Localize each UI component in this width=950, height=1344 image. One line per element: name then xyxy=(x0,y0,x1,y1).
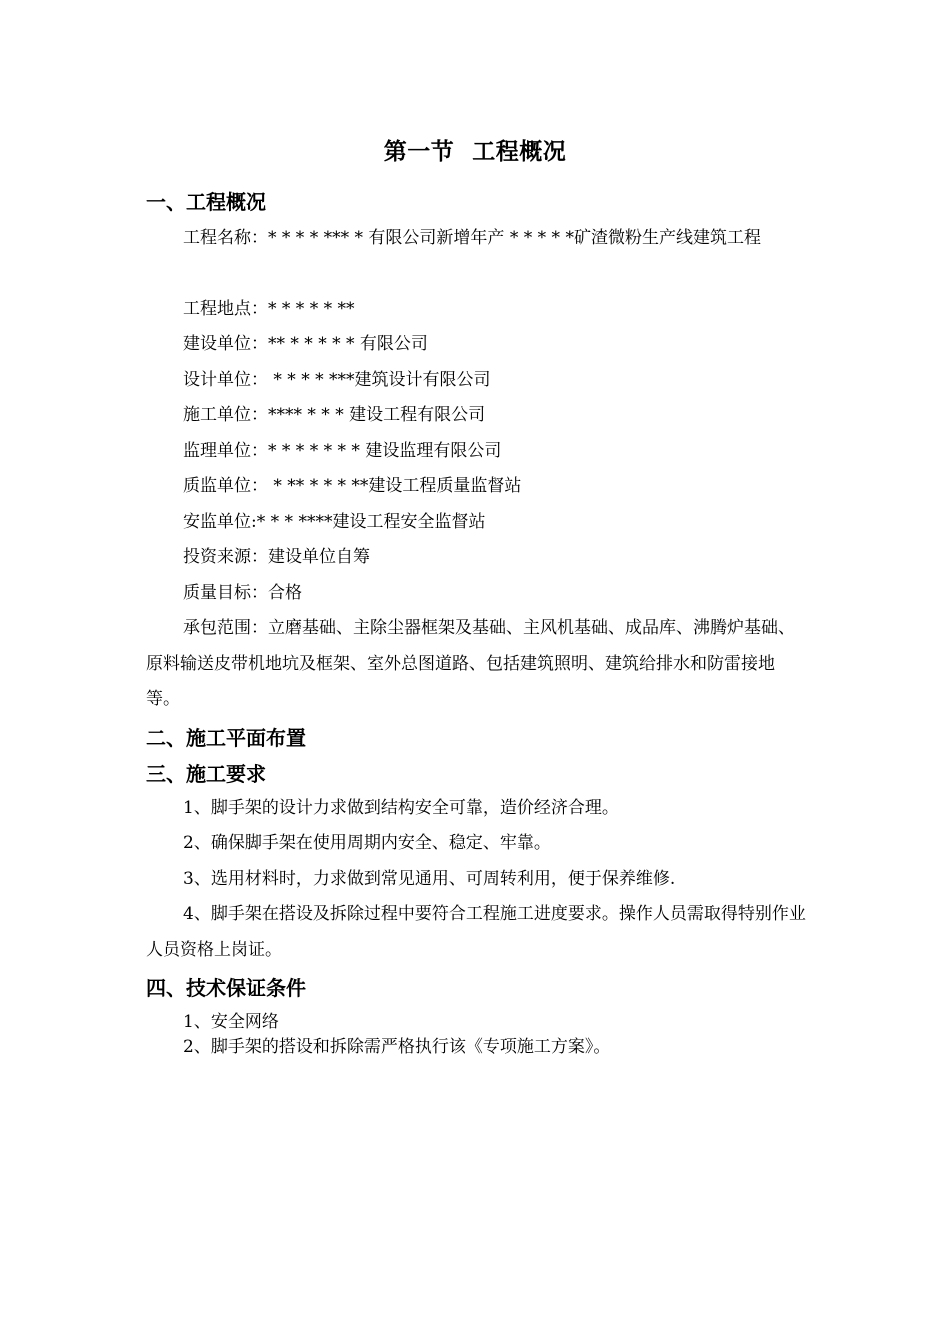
paragraph-designer: 设计单位： * * * * ***建筑设计有限公司 xyxy=(183,370,491,390)
paragraph-contractor: 施工单位：**** * * * 建设工程有限公司 xyxy=(183,405,486,425)
paragraph-funding: 投资来源：建设单位自筹 xyxy=(183,547,370,567)
requirement-item-4: 4、脚手架在搭设及拆除过程中要符合工程施工进度要求。操作人员需取得特别作业人员资格上岗证。 xyxy=(146,904,806,960)
heading-construction-requirements: 三、施工要求 xyxy=(146,762,266,786)
title-section-name: 工程概况 xyxy=(472,139,567,165)
title-section-number: 第一节 xyxy=(383,139,455,165)
paragraph-safety-station: 安监单位:* * * ****建设工程安全监督站 xyxy=(183,512,486,532)
requirement-item-1: 1、脚手架的设计力求做到结构安全可靠，造价经济合理。 xyxy=(183,798,619,818)
requirement-item-2: 2、确保脚手架在使用周期内安全、稳定、牢靠。 xyxy=(183,833,551,853)
page-title xyxy=(0,133,950,166)
paragraph-project-name: 工程名称：* * * * *** * 有限公司新增年产 * * * * *矿渣微粉生产线建筑工程 xyxy=(183,228,761,248)
technical-item-2: 2、脚手架的搭设和拆除需严格执行该《专项施工方案》。 xyxy=(183,1037,611,1057)
paragraph-quality-station: 质监单位： * ** * * * **建设工程质量监督站 xyxy=(183,476,522,496)
heading-project-overview: 一、工程概况 xyxy=(146,190,266,214)
paragraph-project-site: 工程地点：* * * * * ** xyxy=(183,299,355,319)
paragraph-quality-goal: 质量目标：合格 xyxy=(183,583,302,603)
heading-site-layout: 二、施工平面布置 xyxy=(146,726,306,750)
paragraph-supervisor: 监理单位：* * * * * * * 建设监理有限公司 xyxy=(183,441,502,461)
paragraph-scope: 承包范围：立磨基础、主除尘器框架及基础、主风机基础、成品库、沸腾炉基础、原料输送皮带机地坑及框架、室外总图道路、包括建筑照明、建筑给排水和防雷接地等。 xyxy=(146,618,795,709)
requirement-item-3: 3、选用材料时，力求做到常见通用、可周转利用，便于保养维修. xyxy=(183,869,676,889)
heading-technical-conditions: 四、技术保证条件 xyxy=(146,976,306,1000)
technical-item-1: 1、安全网络 xyxy=(183,1012,279,1032)
paragraph-owner: 建设单位：** * * * * * 有限公司 xyxy=(183,334,428,354)
